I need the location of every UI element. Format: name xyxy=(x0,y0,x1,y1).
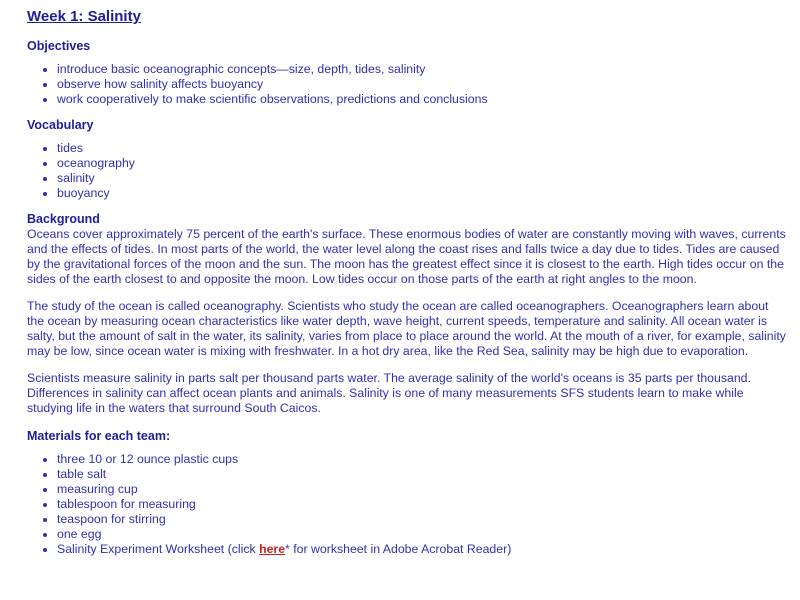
list-item: • table salt xyxy=(57,467,788,482)
vocabulary-list xyxy=(27,141,788,201)
objectives-list xyxy=(27,62,788,107)
background-paragraph: Oceans cover approximately 75 percent of the earth's surface. These enormous bodies of water are constantly moving with waves, currents and the effects of tides. In most parts of the world, the water level along the coast rises and falls twice a day due to tides. Tides are caused by the gravitational forces of the moon and the sun. The moon has the greatest effect since it is closest to the earth. High tides occur on the sides of the earth closest to and opposite the moon. Low tides occur on those parts of the earth at right angles to the moon. xyxy=(27,227,786,286)
materials-heading: Materials for each team: xyxy=(27,429,171,443)
list-item: • one egg xyxy=(57,527,788,542)
materials-list xyxy=(27,452,788,557)
list-item: • teaspoon for stirring xyxy=(57,512,788,527)
list-item: • tablespoon for measuring xyxy=(57,497,788,512)
materials-section xyxy=(27,428,788,557)
background-heading: Background xyxy=(27,212,100,226)
worksheet-suffix: * for worksheet in Adobe Acrobat Reader) xyxy=(285,542,512,556)
list-item: • measuring cup xyxy=(57,482,788,497)
background-paragraph: The study of the ocean is called oceanography. Scientists who study the ocean are called oceanographers. Oceanographers learn about the ocean by measuring ocean characteristics like water depth, wave height, current speeds, temperature and salinity. All ocean water is salty, but the amount of salt in the water, its salinity, varies from place to place around the world. At the mouth of a river, for example, salinity may be low, since ocean water is mixing with freshwater. In a hot dry area, like the Red Sea, salinity may be high due to evaporation. xyxy=(27,299,786,358)
worksheet-download-link[interactable]: here xyxy=(259,542,286,556)
objectives-heading: Objectives xyxy=(27,39,91,53)
list-item: • buoyancy xyxy=(57,186,788,201)
list-item: • observe how salinity affects buoyancy xyxy=(57,77,788,92)
list-item: • introduce basic oceanographic concepts—size, depth, tides, salinity xyxy=(57,62,788,77)
vocabulary-section xyxy=(27,117,788,201)
worksheet-list-item xyxy=(57,542,788,557)
background-section xyxy=(27,211,788,416)
objectives-section xyxy=(27,38,788,107)
page-title: Week 1: Salinity xyxy=(27,8,141,25)
list-item: • three 10 or 12 ounce plastic cups xyxy=(57,452,788,467)
list-item: • oceanography xyxy=(57,156,788,171)
worksheet-prefix: Salinity Experiment Worksheet (click xyxy=(57,542,260,556)
list-item: • tides xyxy=(57,141,788,156)
vocabulary-heading: Vocabulary xyxy=(27,118,94,132)
list-item: • work cooperatively to make scientific observations, predictions and conclusions xyxy=(57,92,788,107)
list-item: • salinity xyxy=(57,171,788,186)
background-paragraph: Scientists measure salinity in parts salt per thousand parts water. The average salinity of the world's oceans is 35 parts per thousand. Differences in salinity can affect ocean plants and animals. Salinity is one of many measurements SFS students learn to make while studying life in the waters that surround South Caicos. xyxy=(27,371,751,415)
